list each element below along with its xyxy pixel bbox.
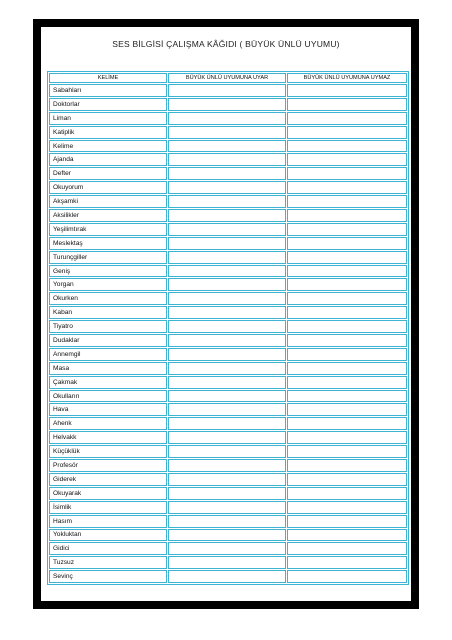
- word-cell: Küçüklük: [49, 445, 167, 458]
- not-fits-answer-cell[interactable]: [287, 140, 407, 153]
- table-row: [49, 223, 407, 236]
- word-cell: Ahenk: [49, 417, 167, 430]
- not-fits-answer-cell[interactable]: [287, 126, 407, 139]
- not-fits-answer-cell[interactable]: [287, 223, 407, 236]
- not-fits-answer-cell[interactable]: [287, 417, 407, 430]
- not-fits-answer-cell[interactable]: [287, 570, 407, 583]
- not-fits-answer-cell[interactable]: [287, 403, 407, 416]
- fits-answer-cell[interactable]: [168, 278, 286, 291]
- fits-answer-cell[interactable]: [168, 403, 286, 416]
- word-cell: Sevinç: [49, 570, 167, 583]
- not-fits-answer-cell[interactable]: [287, 362, 407, 375]
- word-cell: Katiplik: [49, 126, 167, 139]
- table-row: [49, 98, 407, 111]
- table-row: [49, 570, 407, 583]
- table-row: [49, 167, 407, 180]
- page-frame: [33, 19, 419, 609]
- not-fits-answer-cell[interactable]: [287, 98, 407, 111]
- worksheet-title: SES BİLGİSİ ÇALIŞMA KÂĞIDI ( BÜYÜK ÜNLÜ UYUMU): [112, 39, 340, 49]
- not-fits-answer-cell[interactable]: [287, 431, 407, 444]
- table-row: [49, 265, 407, 278]
- table-row: [49, 403, 407, 416]
- not-fits-answer-cell[interactable]: [287, 195, 407, 208]
- table-row: [49, 306, 407, 319]
- table-row: [49, 209, 407, 222]
- fits-answer-cell[interactable]: [168, 251, 286, 264]
- table-row: [49, 529, 407, 542]
- word-cell: Okurken: [49, 292, 167, 305]
- fits-answer-cell[interactable]: [168, 153, 286, 166]
- not-fits-answer-cell[interactable]: [287, 278, 407, 291]
- table-row: [49, 195, 407, 208]
- fits-answer-cell[interactable]: [168, 362, 286, 375]
- not-fits-answer-cell[interactable]: [287, 251, 407, 264]
- table-row: [49, 292, 407, 305]
- word-cell: Okulların: [49, 390, 167, 403]
- word-cell: Liman: [49, 112, 167, 125]
- table-row: [49, 334, 407, 347]
- fits-answer-cell[interactable]: [168, 140, 286, 153]
- fits-answer-cell[interactable]: [168, 570, 286, 583]
- table-row: [49, 251, 407, 264]
- fits-answer-cell[interactable]: [168, 542, 286, 555]
- fits-answer-cell[interactable]: [168, 181, 286, 194]
- table-row: [49, 431, 407, 444]
- not-fits-answer-cell[interactable]: [287, 167, 407, 180]
- word-cell: Geniş: [49, 265, 167, 278]
- fits-answer-cell[interactable]: [168, 126, 286, 139]
- table-header-row: [49, 73, 407, 83]
- table-row: [49, 140, 407, 153]
- header-fits: BÜYÜK ÜNLÜ UYUMUNA UYAR: [168, 73, 286, 83]
- not-fits-answer-cell[interactable]: [287, 348, 407, 361]
- table-row: [49, 417, 407, 430]
- not-fits-answer-cell[interactable]: [287, 501, 407, 514]
- fits-answer-cell[interactable]: [168, 376, 286, 389]
- word-cell: Giderek: [49, 473, 167, 486]
- word-cell: Kelime: [49, 140, 167, 153]
- table-row: [49, 473, 407, 486]
- fits-answer-cell[interactable]: [168, 556, 286, 569]
- fits-answer-cell[interactable]: [168, 223, 286, 236]
- fits-answer-cell[interactable]: [168, 167, 286, 180]
- fits-answer-cell[interactable]: [168, 306, 286, 319]
- word-cell: Tuzsuz: [49, 556, 167, 569]
- word-table: [47, 71, 409, 585]
- fits-answer-cell[interactable]: [168, 390, 286, 403]
- word-cell: Kaban: [49, 306, 167, 319]
- table-row: [49, 181, 407, 194]
- table-row: [49, 445, 407, 458]
- fits-answer-cell[interactable]: [168, 529, 286, 542]
- word-cell: Masa: [49, 362, 167, 375]
- fits-answer-cell[interactable]: [168, 265, 286, 278]
- table-row: [49, 556, 407, 569]
- word-cell: Turunçgiller: [49, 251, 167, 264]
- not-fits-answer-cell[interactable]: [287, 390, 407, 403]
- not-fits-answer-cell[interactable]: [287, 556, 407, 569]
- table-row: [49, 501, 407, 514]
- not-fits-answer-cell[interactable]: [287, 181, 407, 194]
- fits-answer-cell[interactable]: [168, 195, 286, 208]
- table-row: [49, 348, 407, 361]
- word-cell: Okuyorum: [49, 181, 167, 194]
- not-fits-answer-cell[interactable]: [287, 542, 407, 555]
- table-row: [49, 487, 407, 500]
- not-fits-answer-cell[interactable]: [287, 445, 407, 458]
- word-cell: Hasım: [49, 515, 167, 528]
- not-fits-answer-cell[interactable]: [287, 112, 407, 125]
- table-row: [49, 278, 407, 291]
- not-fits-answer-cell[interactable]: [287, 529, 407, 542]
- table-row: [49, 515, 407, 528]
- table-row: [49, 237, 407, 250]
- word-cell: Yeşilimtırak: [49, 223, 167, 236]
- word-cell: Profesör: [49, 459, 167, 472]
- word-cell: Defter: [49, 167, 167, 180]
- word-cell: Annemgil: [49, 348, 167, 361]
- word-cell: İsimlik: [49, 501, 167, 514]
- not-fits-answer-cell[interactable]: [287, 306, 407, 319]
- word-cell: Tiyatro: [49, 320, 167, 333]
- word-cell: Meslektaş: [49, 237, 167, 250]
- fits-answer-cell[interactable]: [168, 334, 286, 347]
- word-cell: Okuyarak: [49, 487, 167, 500]
- fits-answer-cell[interactable]: [168, 237, 286, 250]
- word-cell: Yorgan: [49, 278, 167, 291]
- not-fits-answer-cell[interactable]: [287, 209, 407, 222]
- fits-answer-cell[interactable]: [168, 417, 286, 430]
- word-cell: Hava: [49, 403, 167, 416]
- fits-answer-cell[interactable]: [168, 459, 286, 472]
- table-row: [49, 390, 407, 403]
- fits-answer-cell[interactable]: [168, 84, 286, 97]
- word-cell: Ajanda: [49, 153, 167, 166]
- table-row: [49, 153, 407, 166]
- fits-answer-cell[interactable]: [168, 112, 286, 125]
- table-row: [49, 542, 407, 555]
- not-fits-answer-cell[interactable]: [287, 459, 407, 472]
- word-cell: Sabahları: [49, 84, 167, 97]
- not-fits-answer-cell[interactable]: [287, 376, 407, 389]
- table-row: [49, 459, 407, 472]
- table-row: [49, 112, 407, 125]
- fits-answer-cell[interactable]: [168, 487, 286, 500]
- fits-answer-cell[interactable]: [168, 320, 286, 333]
- table-row: [49, 376, 407, 389]
- table-row: [49, 362, 407, 375]
- header-word: KELİME: [49, 73, 167, 83]
- fits-answer-cell[interactable]: [168, 98, 286, 111]
- word-cell: Çakmak: [49, 376, 167, 389]
- table-row: [49, 320, 407, 333]
- not-fits-answer-cell[interactable]: [287, 292, 407, 305]
- fits-answer-cell[interactable]: [168, 445, 286, 458]
- fits-answer-cell[interactable]: [168, 431, 286, 444]
- word-cell: Helvakk: [49, 431, 167, 444]
- worksheet: [41, 27, 411, 601]
- fits-answer-cell[interactable]: [168, 209, 286, 222]
- table-row: [49, 84, 407, 97]
- fits-answer-cell[interactable]: [168, 473, 286, 486]
- fits-answer-cell[interactable]: [168, 501, 286, 514]
- fits-answer-cell[interactable]: [168, 515, 286, 528]
- not-fits-answer-cell[interactable]: [287, 153, 407, 166]
- not-fits-answer-cell[interactable]: [287, 473, 407, 486]
- word-cell: Doktorlar: [49, 98, 167, 111]
- word-cell: Gidici: [49, 542, 167, 555]
- not-fits-answer-cell[interactable]: [287, 487, 407, 500]
- table-row: [49, 126, 407, 139]
- fits-answer-cell[interactable]: [168, 348, 286, 361]
- word-cell: Akşamki: [49, 195, 167, 208]
- header-not-fits: BÜYÜK ÜNLÜ UYUMUNA UYMAZ: [287, 73, 407, 83]
- not-fits-answer-cell[interactable]: [287, 237, 407, 250]
- not-fits-answer-cell[interactable]: [287, 320, 407, 333]
- word-cell: Aksilikler: [49, 209, 167, 222]
- table-grid: [49, 73, 407, 583]
- not-fits-answer-cell[interactable]: [287, 334, 407, 347]
- word-cell: Yokluktan: [49, 529, 167, 542]
- not-fits-answer-cell[interactable]: [287, 265, 407, 278]
- not-fits-answer-cell[interactable]: [287, 84, 407, 97]
- word-cell: Dudaklar: [49, 334, 167, 347]
- fits-answer-cell[interactable]: [168, 292, 286, 305]
- not-fits-answer-cell[interactable]: [287, 515, 407, 528]
